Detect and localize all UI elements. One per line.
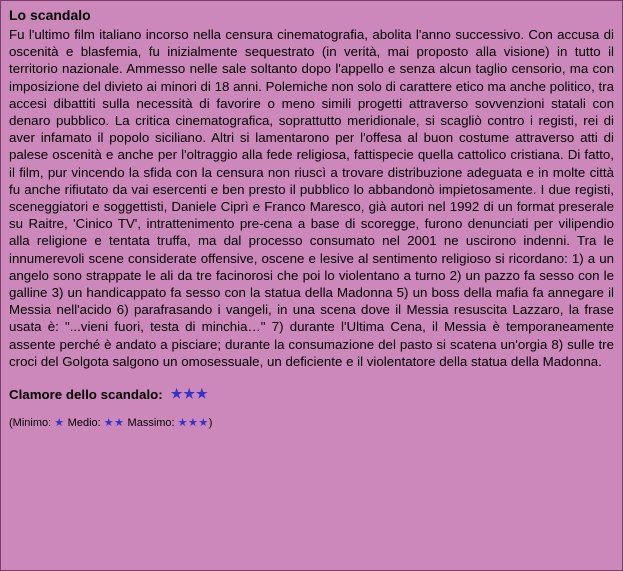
article-body: Fu l'ultimo film italiano incorso nella censura cinematografia, abolita l'anno successivo. Con accusa di oscenità e blasfemia, fu inizialmente sequestrato (in verità, mai proposto alla visione) in tutto il territorio nazionale. Ammesso nelle sale soltanto dopo l'appello e senza alcun taglio censorio, ma con imposizione del divieto ai minori di 18 anni. Polemiche non solo di carattere etico ma anche politico, tra accesi dibattiti sulla necessità di favorire o meno simili progetti attraverso sovvenzioni statali con denaro pubblico. La critica cinematografica, soprattutto meridionale, si scagliò contro i registi, rei di aver infamato il popolo siciliano. Altri si lamentarono per l'offesa al buon costume attraverso atti di palese oscenità e anche per l'oltraggio alla fede religiosa, fattispecie quella cattolico cristiana. Di fatto, il film, pur vincendo la sfida con la censura non riuscì a trovare distribuzione adeguata e in molte città fu anche rifiutato da vai esercenti e ben presto il pubblico lo abbandonò impietosamente. I due registi, sceneggiatori e soggettisti, Daniele Ciprì e Franco Maresco, già autori nel 1992 di un format preserale su Raitre, 'Cinico TV', intrattenimento pre-cena a base di scoregge, furono denunciati per vilipendio alla religione e tentata truffa, ma dal processo consumato nel 2001 ne uscirono indenni. Tra le innumerevoli scene considerate offensive, oscene e lesive al sentimento religioso si ricordano: 1) a un angelo sono strappate le ali da tre facinorosi che poi lo violentano a turno 2) un pazzo fa sesso con le galline 3) un handicappato fa sesso con la statua della Madonna 5) un boss della mafia fa annegare il Messia nell'acido 6) parafrasando i vangeli, in una scena dove il Messia resuscita Lazzaro, la frase usata è: "...vieni fuori, testa di minchia…" 7) durante l'Ultima Cena, il Messia è temporaneamente assente perché è andato a pisciare; durante la consumazione del pasto si scatena un'orgia 8) sulle tre croci del Golgota salgono un omosessuale, un deficiente e il violentatore della statua della Madonna. [9, 27, 614, 369]
page-title: Lo scandalo [9, 7, 91, 23]
legend-mid-label: Medio: [64, 417, 104, 430]
legend-max-stars: ★★★ [177, 417, 209, 430]
rating-legend [9, 416, 614, 430]
legend-prefix: (Minimo: [9, 417, 55, 430]
rating-stars: ★★★ [170, 386, 209, 402]
legend-mid-stars: ★★ [103, 417, 125, 430]
legend-suffix: ) [208, 417, 213, 430]
legend-max-label: Massimo: [124, 417, 178, 430]
rating-label: Clamore dello scandalo: [9, 386, 163, 402]
rating-row [9, 386, 614, 402]
legend-min-stars: ★ [54, 417, 65, 430]
